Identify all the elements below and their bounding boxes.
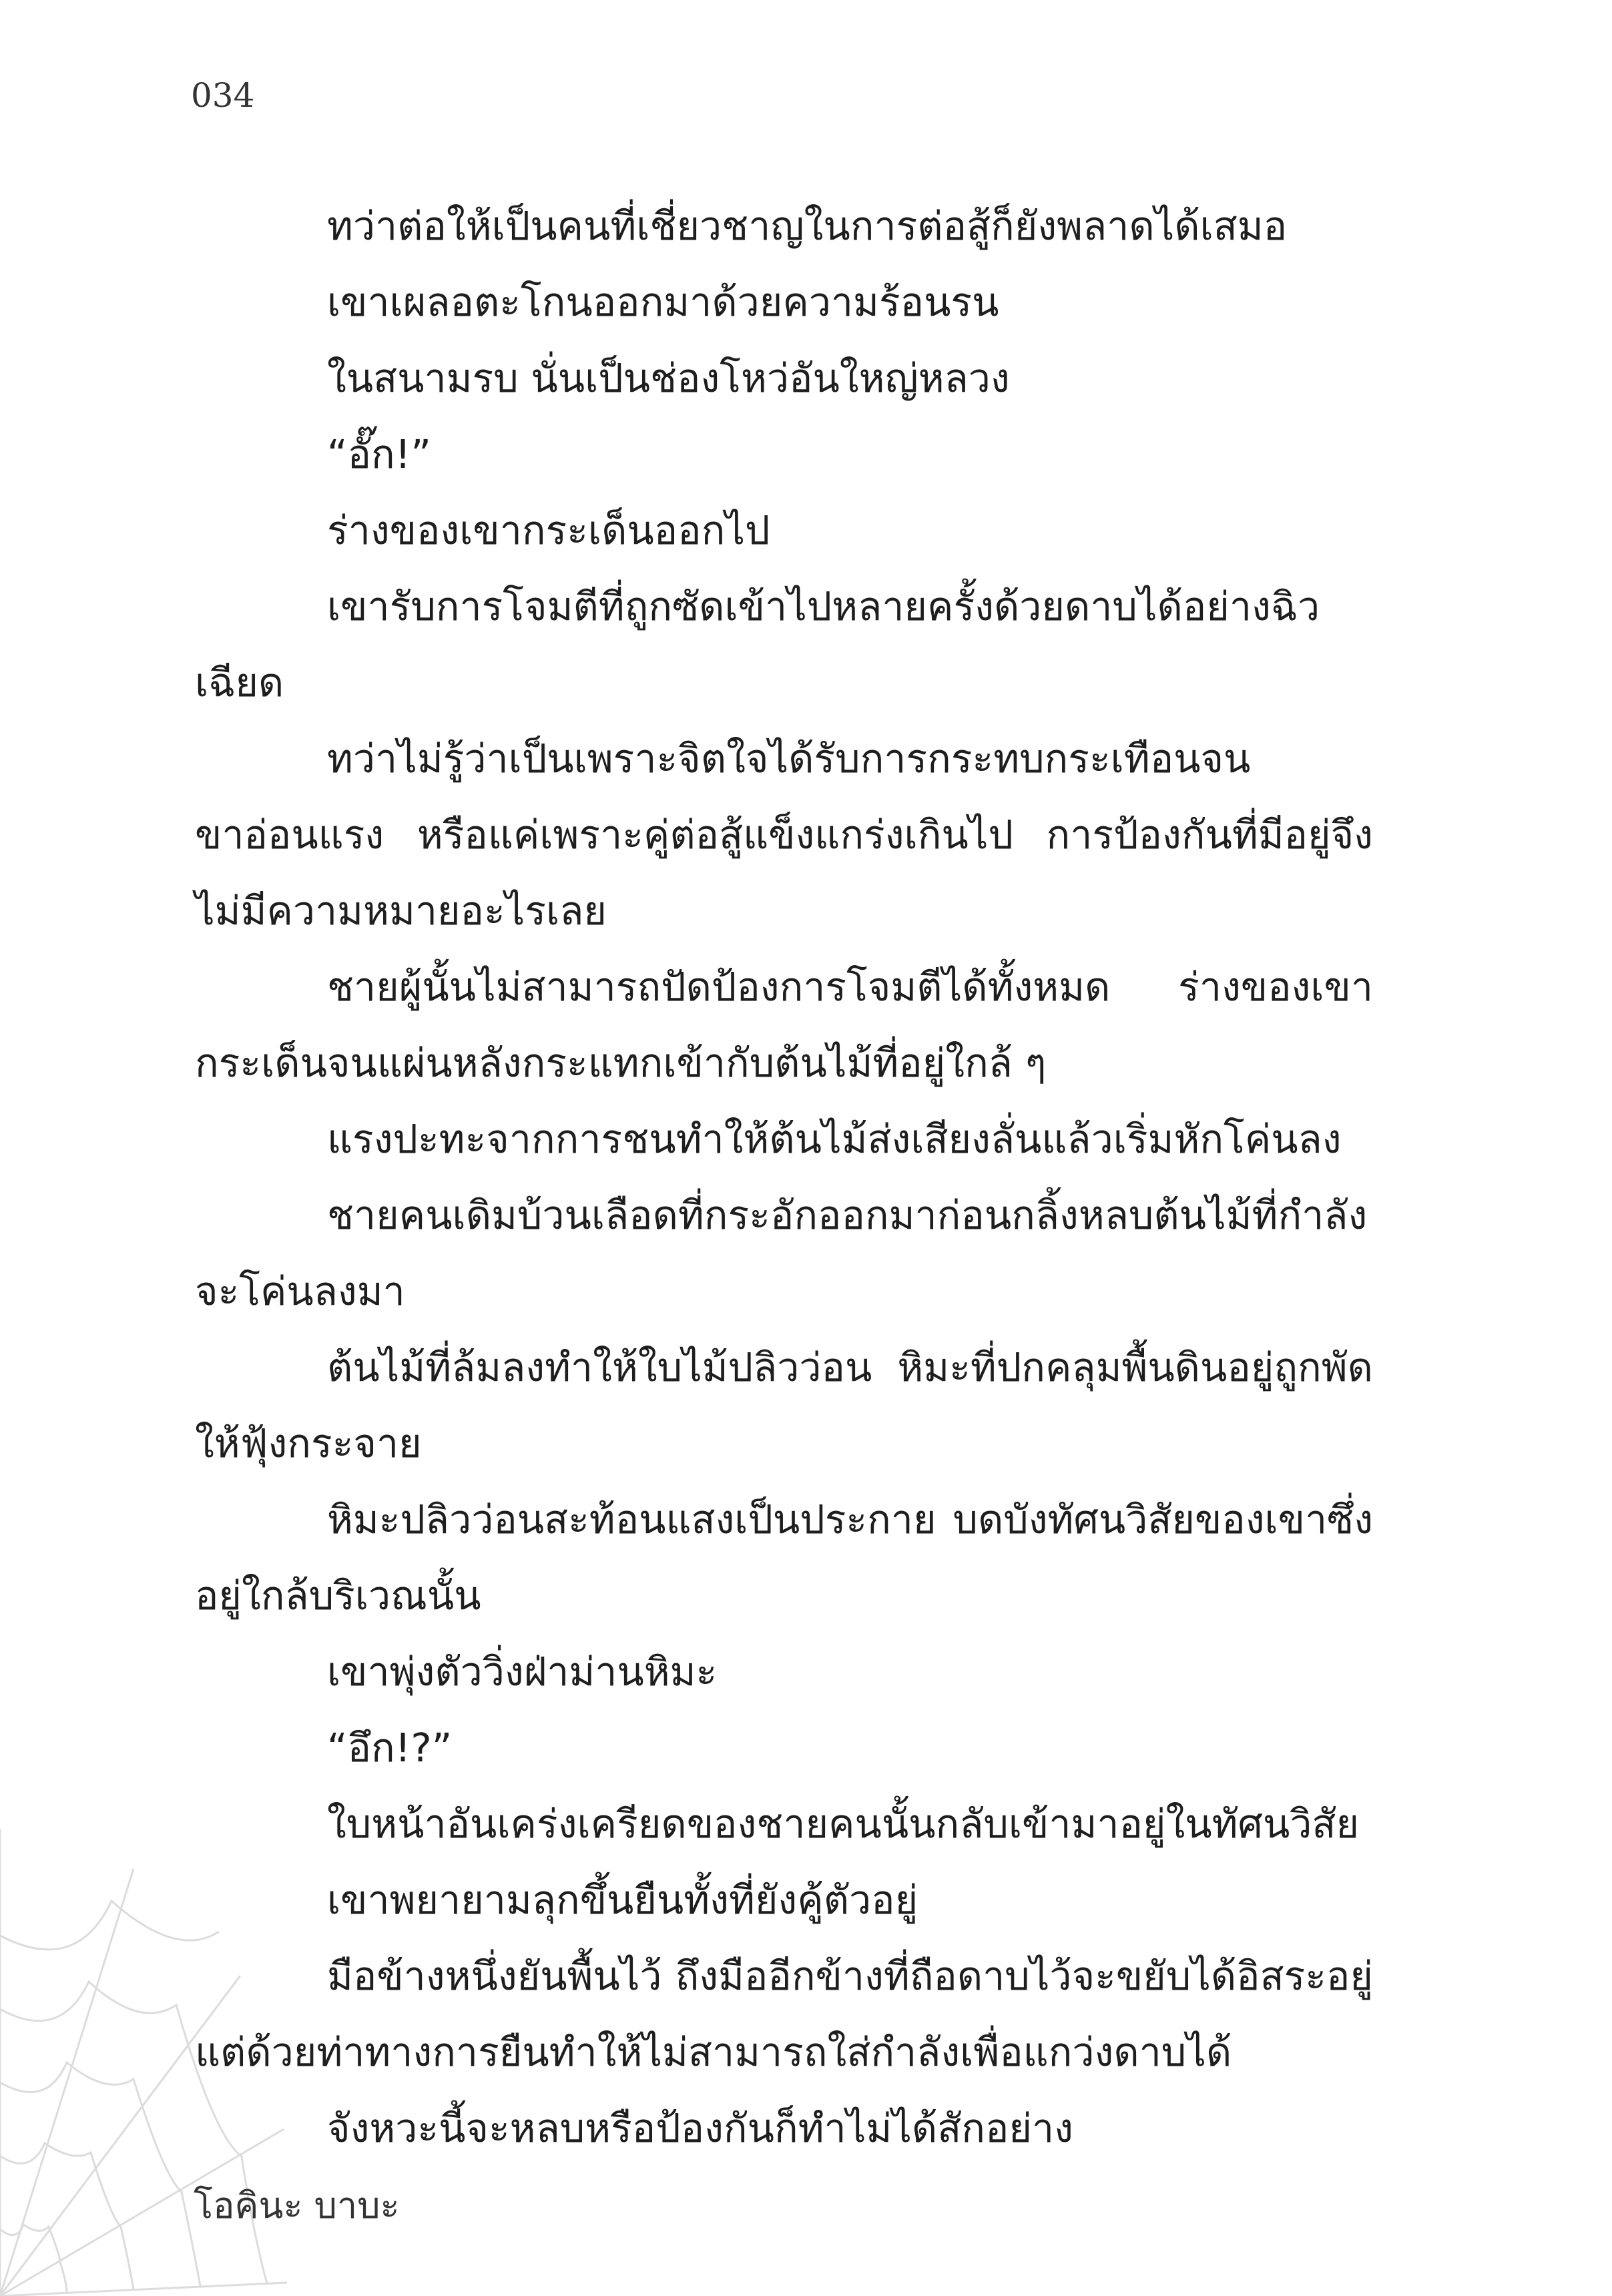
author-footer: โอคินะ บาบะ xyxy=(194,2185,400,2227)
paragraph-1: ทว่าต่อให้เป็นคนที่เชี่ยวชาญในการต่อสู้ก็ยังพลาดได้เสมอ xyxy=(327,203,1288,249)
paragraph-16: เขาพยายามลุกขึ้นยืนทั้งที่ยังคู้ตัวอยู่ xyxy=(327,1877,918,1923)
paragraph-9: แรงปะทะจากการชนทำให้ต้นไม้ส่งเสียงลั่นแล้วเริ่มหักโค่นลง xyxy=(327,1116,1342,1162)
paragraph-12: หิมะปลิวว่อนสะท้อนแสงเป็นประกาย บดบังทัศนวิสัยของเขาซึ่งอยู่ใกล้บริเวณนั้น xyxy=(195,1496,1373,1619)
paragraph-7: ทว่าไม่รู้ว่าเป็นเพราะจิตใจได้รับการกระทบกระเทือนจนขาอ่อนแรง หรือแค่เพราะคู่ต่อสู้แข็งแกร่งเกินไป การป้องกันที่มีอยู่จึงไม่มีความหมายอะไรเลย xyxy=(195,736,1373,934)
paragraph-17: มือข้างหนึ่งยันพื้นไว้ ถึงมืออีกข้างที่ถือดาบไว้จะขยับได้อิสระอยู่ แต่ด้วยท่าทางการยืนทำให้ไม่สามารถใส่กำลังเพื่อแกว่งดาบได้ xyxy=(195,1953,1373,2075)
paragraph-4: “อั๊ก!” xyxy=(327,431,431,477)
body-text xyxy=(195,188,1373,2167)
paragraph-14: “อึก!?” xyxy=(327,1725,453,1771)
paragraph-15: ใบหน้าอันเคร่งเครียดของชายคนนั้นกลับเข้ามาอยู่ในทัศนวิสัย xyxy=(327,1801,1360,1847)
paragraph-18: จังหวะนี้จะหลบหรือป้องกันก็ทำไม่ได้สักอย่าง xyxy=(327,2105,1073,2151)
paragraph-10: ชายคนเดิมบ้วนเลือดที่กระอักออกมาก่อนกลิ้งหลบต้นไม้ที่กำลังจะโค่นลงมา xyxy=(195,1192,1368,1314)
paragraph-2: เขาเผลอตะโกนออกมาด้วยความร้อนรน xyxy=(327,279,999,325)
paragraph-8: ชายผู้นั้นไม่สามารถปัดป้องการโจมตีได้ทั้งหมด ร่างของเขากระเด็นจนแผ่นหลังกระแทกเข้ากับต้นไม้ที่อยู่ใกล้ ๆ xyxy=(195,964,1373,1086)
page-number: 034 xyxy=(191,76,255,115)
paragraph-6: เขารับการโจมตีที่ถูกซัดเข้าไปหลายครั้งด้วยดาบได้อย่างฉิวเฉียด xyxy=(195,583,1320,705)
paragraph-3: ในสนามรบ นั่นเป็นช่องโหว่อันใหญ่หลวง xyxy=(327,355,1010,401)
paragraph-11: ต้นไม้ที่ล้มลงทำให้ใบไม้ปลิวว่อน หิมะที่ปกคลุมพื้นดินอยู่ถูกพัดให้ฟุ้งกระจาย xyxy=(195,1344,1373,1466)
paragraph-13: เขาพุ่งตัววิ่งฝ่าม่านหิมะ xyxy=(327,1649,718,1695)
paragraph-5: ร่างของเขากระเด็นออกไป xyxy=(327,507,770,553)
